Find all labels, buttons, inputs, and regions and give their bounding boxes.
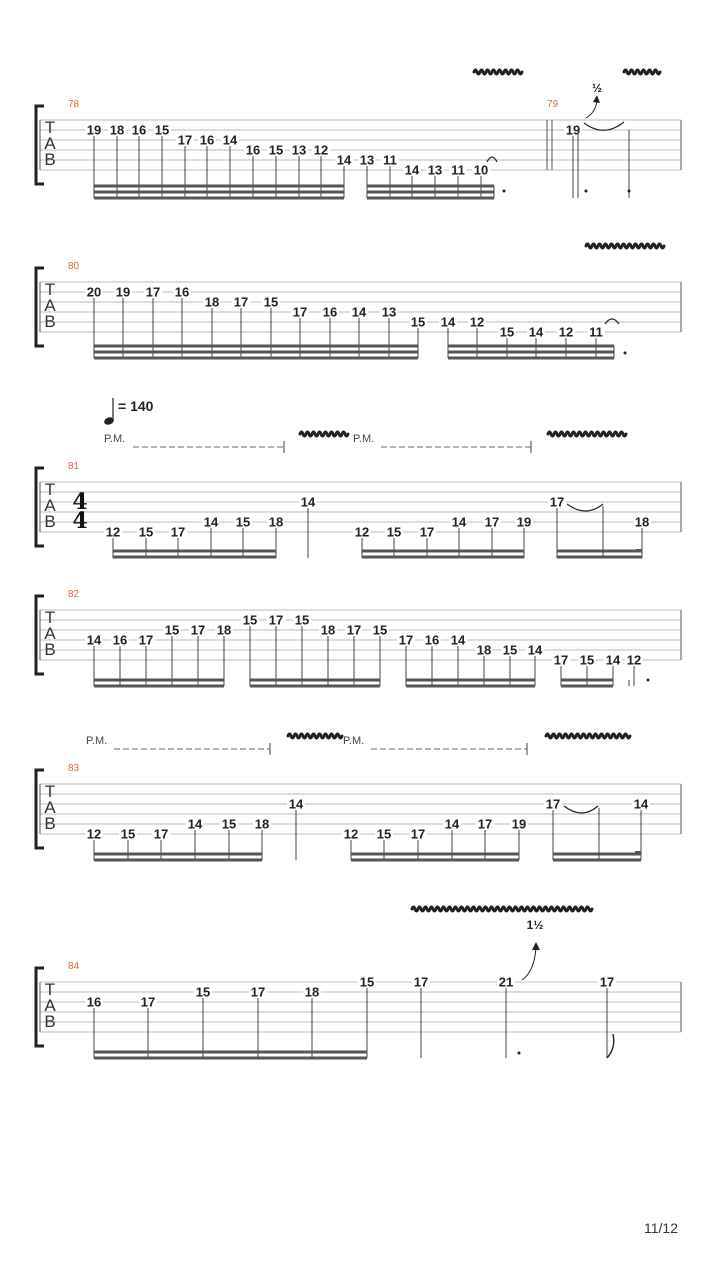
fret-number: 18 (109, 122, 125, 138)
fret-number: 18 (320, 622, 336, 638)
fret-number: 15 (294, 612, 310, 628)
beam (367, 191, 494, 194)
beam (351, 853, 519, 856)
vibrato-mark (586, 244, 664, 248)
fret-number: 18 (254, 816, 270, 832)
tab-clef-letter: B (44, 150, 56, 169)
fret-number: 19 (516, 514, 532, 530)
fret-number: 11 (383, 152, 397, 168)
beam (553, 859, 641, 862)
palm-mute-label: P.M. (343, 735, 365, 747)
tab-clef-letter: B (44, 512, 56, 531)
tie-curve (564, 806, 598, 813)
fret-number: 12 (313, 142, 329, 158)
fret-number: 17 (398, 632, 414, 648)
vibrato-mark (624, 70, 660, 74)
tab-clef-letter: A (44, 296, 56, 315)
note-flag (607, 1034, 614, 1058)
fret-number: 17 (545, 796, 561, 812)
fret-number: 15 (242, 612, 258, 628)
fret-number: 17 (419, 524, 435, 540)
fret-number: 16 (322, 304, 338, 320)
beam (362, 556, 524, 559)
fret-number: 12 (626, 652, 642, 668)
fret-number: 14 (351, 304, 367, 320)
fret-number: 13 (359, 152, 375, 168)
fret-number: 12 (354, 524, 370, 540)
fret-number: 11 (451, 162, 465, 178)
fret-number: 16 (86, 994, 102, 1010)
fret-number: 18 (634, 514, 650, 530)
beam (406, 685, 535, 688)
dot (624, 352, 627, 355)
fret-number: 15 (235, 514, 251, 530)
palm-mute-label: P.M. (86, 735, 108, 747)
fret-number: 17 (346, 622, 362, 638)
fret-number: 14 (527, 642, 543, 658)
beam (94, 859, 262, 862)
tab-clef-letter: T (44, 608, 56, 627)
beam (250, 685, 380, 688)
measure-number: 79 (547, 99, 559, 110)
fret-number: 16 (112, 632, 128, 648)
dot (647, 679, 650, 682)
tab-clef-letter: B (44, 1012, 56, 1031)
vibrato-mark (474, 70, 522, 74)
fret-number: 12 (86, 826, 102, 842)
fret-number: 15 (359, 974, 375, 990)
fret-number: 18 (476, 642, 492, 658)
fret-number: 14 (451, 514, 467, 530)
fret-number: 15 (221, 816, 237, 832)
beam (94, 679, 224, 682)
beam (94, 1051, 367, 1054)
time-signature-bottom: 4 (72, 508, 88, 534)
fret-number: 21 (498, 974, 514, 990)
bend-arrowhead (593, 95, 600, 103)
tab-clef-letter: A (44, 798, 56, 817)
tab-clef-letter: A (44, 624, 56, 643)
fret-number: 15 (120, 826, 136, 842)
measure-number: 83 (68, 763, 80, 774)
tie-curve (584, 122, 624, 130)
fret-number: 15 (164, 622, 180, 638)
fret-number: 14 (633, 796, 649, 812)
vibrato-mark (412, 907, 592, 911)
beam (553, 853, 641, 856)
fret-number: 17 (153, 826, 169, 842)
vibrato-mark (288, 734, 342, 738)
fret-number: 14 (300, 494, 316, 510)
beam (557, 550, 642, 553)
fret-number: 11 (589, 324, 603, 340)
beam (94, 197, 344, 200)
tab-clef-letter: A (44, 996, 56, 1015)
beam (94, 1057, 367, 1060)
bend-arrowhead (532, 942, 540, 950)
fret-number: 18 (216, 622, 232, 638)
beam (94, 345, 418, 348)
tie-curve (567, 504, 603, 511)
beam (113, 550, 276, 553)
tab-clef-letter: T (44, 480, 56, 499)
fret-number: 10 (473, 162, 489, 178)
fret-number: 16 (424, 632, 440, 648)
fret-number: 16 (174, 284, 190, 300)
tab-clef-letter: T (44, 280, 56, 299)
beam (561, 679, 613, 682)
measure-number: 84 (68, 961, 80, 972)
measure-number: 80 (68, 261, 80, 272)
beam (94, 685, 224, 688)
fret-number: 15 (154, 122, 170, 138)
beam (448, 357, 614, 360)
beam (367, 185, 494, 188)
measure-number: 81 (68, 461, 80, 472)
beam (94, 853, 262, 856)
tab-clef-letter: B (44, 640, 56, 659)
dot (585, 190, 588, 193)
fret-number: 15 (579, 652, 595, 668)
fret-number: 15 (502, 642, 518, 658)
fret-number: 17 (145, 284, 161, 300)
fret-number: 20 (86, 284, 102, 300)
bend-arrow (522, 948, 536, 980)
fret-number: 15 (386, 524, 402, 540)
fret-number: 15 (372, 622, 388, 638)
fret-number: 19 (511, 816, 527, 832)
tab-clef-letter: B (44, 814, 56, 833)
fret-number: 17 (484, 514, 500, 530)
palm-mute-label: P.M. (353, 433, 375, 445)
fret-number: 14 (203, 514, 219, 530)
fret-number: 14 (440, 314, 456, 330)
fret-number: 14 (450, 632, 466, 648)
tab-clef-letter: B (44, 312, 56, 331)
beam (94, 357, 418, 360)
fret-number: 17 (190, 622, 206, 638)
fret-number: 15 (499, 324, 515, 340)
fret-number: 12 (343, 826, 359, 842)
tab-clef-letter: T (44, 782, 56, 801)
dot (503, 190, 506, 193)
beam (561, 685, 613, 688)
fret-number: 17 (170, 524, 186, 540)
fret-number: 14 (187, 816, 203, 832)
beam (367, 197, 494, 200)
fret-number: 15 (376, 826, 392, 842)
fret-number: 17 (268, 612, 284, 628)
fret-number: 15 (138, 524, 154, 540)
measure-number: 82 (68, 589, 80, 600)
fret-number: 18 (204, 294, 220, 310)
measure-number: 78 (68, 99, 80, 110)
beam (448, 351, 614, 354)
fret-number: 17 (410, 826, 426, 842)
page-number: 11/12 (644, 1220, 678, 1236)
fret-number: 16 (245, 142, 261, 158)
fret-number: 17 (292, 304, 308, 320)
fret-number: 17 (553, 652, 569, 668)
tab-clef-letter: T (44, 118, 56, 137)
tab-clef-letter: A (44, 496, 56, 515)
beam-stub (636, 549, 642, 552)
fret-number: 12 (469, 314, 485, 330)
fret-number: 17 (549, 494, 565, 510)
fret-number: 14 (288, 796, 304, 812)
vibrato-mark (300, 432, 348, 436)
vibrato-mark (546, 734, 630, 738)
fret-number: 12 (558, 324, 574, 340)
beam (351, 859, 519, 862)
beam (362, 550, 524, 553)
fret-number: 17 (177, 132, 193, 148)
beam (113, 556, 276, 559)
dot (628, 190, 631, 193)
dot (518, 1052, 521, 1055)
vibrato-mark (548, 432, 626, 436)
tab-clef-letter: T (44, 980, 56, 999)
beam (406, 679, 535, 682)
fret-number: 16 (199, 132, 215, 148)
fret-number: 17 (233, 294, 249, 310)
tempo-marking: = 140 (118, 398, 154, 414)
fret-number: 15 (263, 294, 279, 310)
tab-clef-letter: A (44, 134, 56, 153)
beam (448, 345, 614, 348)
fret-number: 17 (250, 984, 266, 1000)
fret-number: 17 (477, 816, 493, 832)
time-signature-top: 4 (72, 489, 88, 515)
beam (94, 185, 344, 188)
beam (250, 679, 380, 682)
fret-number: 17 (599, 974, 615, 990)
fret-number: 15 (268, 142, 284, 158)
beam-stub (635, 851, 641, 854)
fret-number: 14 (222, 132, 238, 148)
fret-number: 15 (410, 314, 426, 330)
fret-number: 19 (86, 122, 102, 138)
fret-number: 13 (427, 162, 443, 178)
fret-number: 12 (105, 524, 121, 540)
fret-number: 16 (131, 122, 147, 138)
fret-number: 17 (138, 632, 154, 648)
fret-number: 14 (404, 162, 420, 178)
fret-number: 19 (565, 122, 581, 138)
bend-amount: ½ (591, 81, 603, 95)
fret-number: 19 (115, 284, 131, 300)
fret-number: 18 (304, 984, 320, 1000)
fret-number: 14 (528, 324, 544, 340)
fret-number: 18 (268, 514, 284, 530)
fret-number: 13 (291, 142, 307, 158)
bend-amount: 1½ (526, 918, 544, 932)
fret-number: 14 (605, 652, 621, 668)
fret-number: 15 (195, 984, 211, 1000)
fret-number: 17 (413, 974, 429, 990)
palm-mute-label: P.M. (104, 433, 126, 445)
beam (557, 556, 642, 559)
bend-arrow (586, 100, 597, 118)
fret-number: 17 (140, 994, 156, 1010)
beam (94, 351, 418, 354)
beam (94, 191, 344, 194)
fret-number: 14 (444, 816, 460, 832)
fret-number: 13 (381, 304, 397, 320)
fret-number: 14 (336, 152, 352, 168)
fret-number: 14 (86, 632, 102, 648)
